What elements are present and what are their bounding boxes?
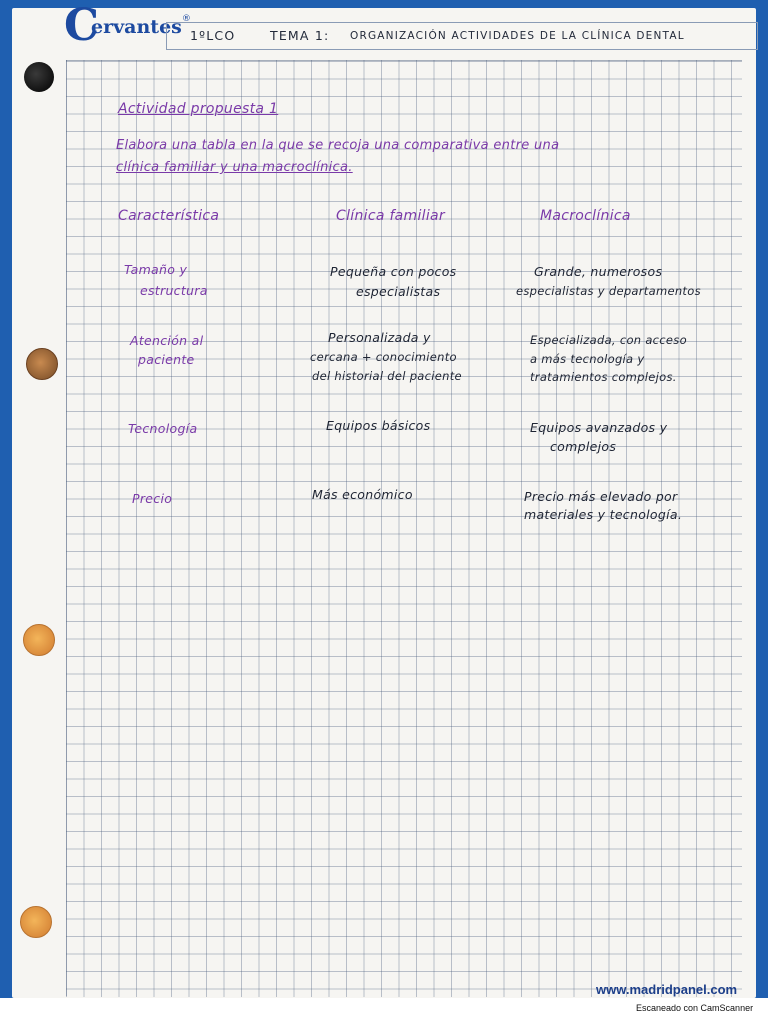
margin-line [66, 60, 67, 996]
row2-familiar-line3: del historial del paciente [312, 369, 462, 383]
grid-paper [66, 60, 742, 997]
footer-url: www.madridpanel.com [596, 982, 738, 997]
binder-hole [24, 62, 54, 92]
row2-feature-line1: Atención al [130, 333, 204, 348]
binder-hole [26, 348, 58, 380]
row4-familiar: Más económico [312, 487, 413, 502]
row1-macro-line2: especialistas y departamentos [516, 284, 701, 298]
binder-hole [20, 906, 52, 938]
row2-familiar-line2: cercana + conocimiento [310, 350, 457, 364]
row1-macro-line1: Grande, numerosos [534, 264, 663, 279]
row2-macro-line2: a más tecnología y [530, 352, 645, 366]
scanner-watermark: Escaneado con CamScanner [636, 1003, 754, 1013]
row3-macro-line1: Equipos avanzados y [530, 420, 668, 435]
row2-macro-line3: tratamientos complejos. [530, 370, 677, 384]
row1-familiar-line2: especialistas [356, 284, 441, 299]
registered-mark: ® [181, 14, 191, 24]
row2-macro-line1: Especializada, con acceso [530, 333, 687, 347]
activity-title: Actividad propuesta 1 [118, 101, 279, 117]
logo-wordmark: ervantes [91, 16, 182, 38]
row3-familiar: Equipos básicos [326, 418, 431, 433]
row1-feature-line2: estructura [140, 283, 208, 298]
instruction-line-1: Elabora una tabla en la que se recoja una comparativa entre una [116, 138, 560, 153]
row1-feature-line1: Tamaño y [124, 262, 188, 277]
binder-hole [23, 624, 55, 656]
row4-feature: Precio [132, 491, 173, 506]
header-topic: ORGANIZACIÓN ACTIVIDADES DE LA CLÍNICA DENTAL [350, 30, 685, 42]
column-header-macro: Macroclínica [540, 208, 631, 224]
row2-feature-line2: paciente [138, 352, 195, 367]
row3-feature: Tecnología [128, 421, 198, 436]
logo-initial: C [64, 0, 100, 51]
column-header-feature: Característica [118, 208, 220, 224]
row3-macro-line2: complejos [550, 439, 617, 454]
header-unit: TEMA 1: [270, 28, 330, 43]
row4-macro-line2: materiales y tecnología. [524, 507, 683, 522]
header-course: 1ºLCO [190, 28, 236, 43]
row2-familiar-line1: Personalizada y [328, 330, 431, 345]
instruction-line-2: clínica familiar y una macroclínica. [116, 160, 353, 175]
row4-macro-line1: Precio más elevado por [524, 489, 678, 504]
column-header-familiar: Clínica familiar [336, 208, 445, 224]
row1-familiar-line1: Pequeña con pocos [330, 264, 457, 279]
